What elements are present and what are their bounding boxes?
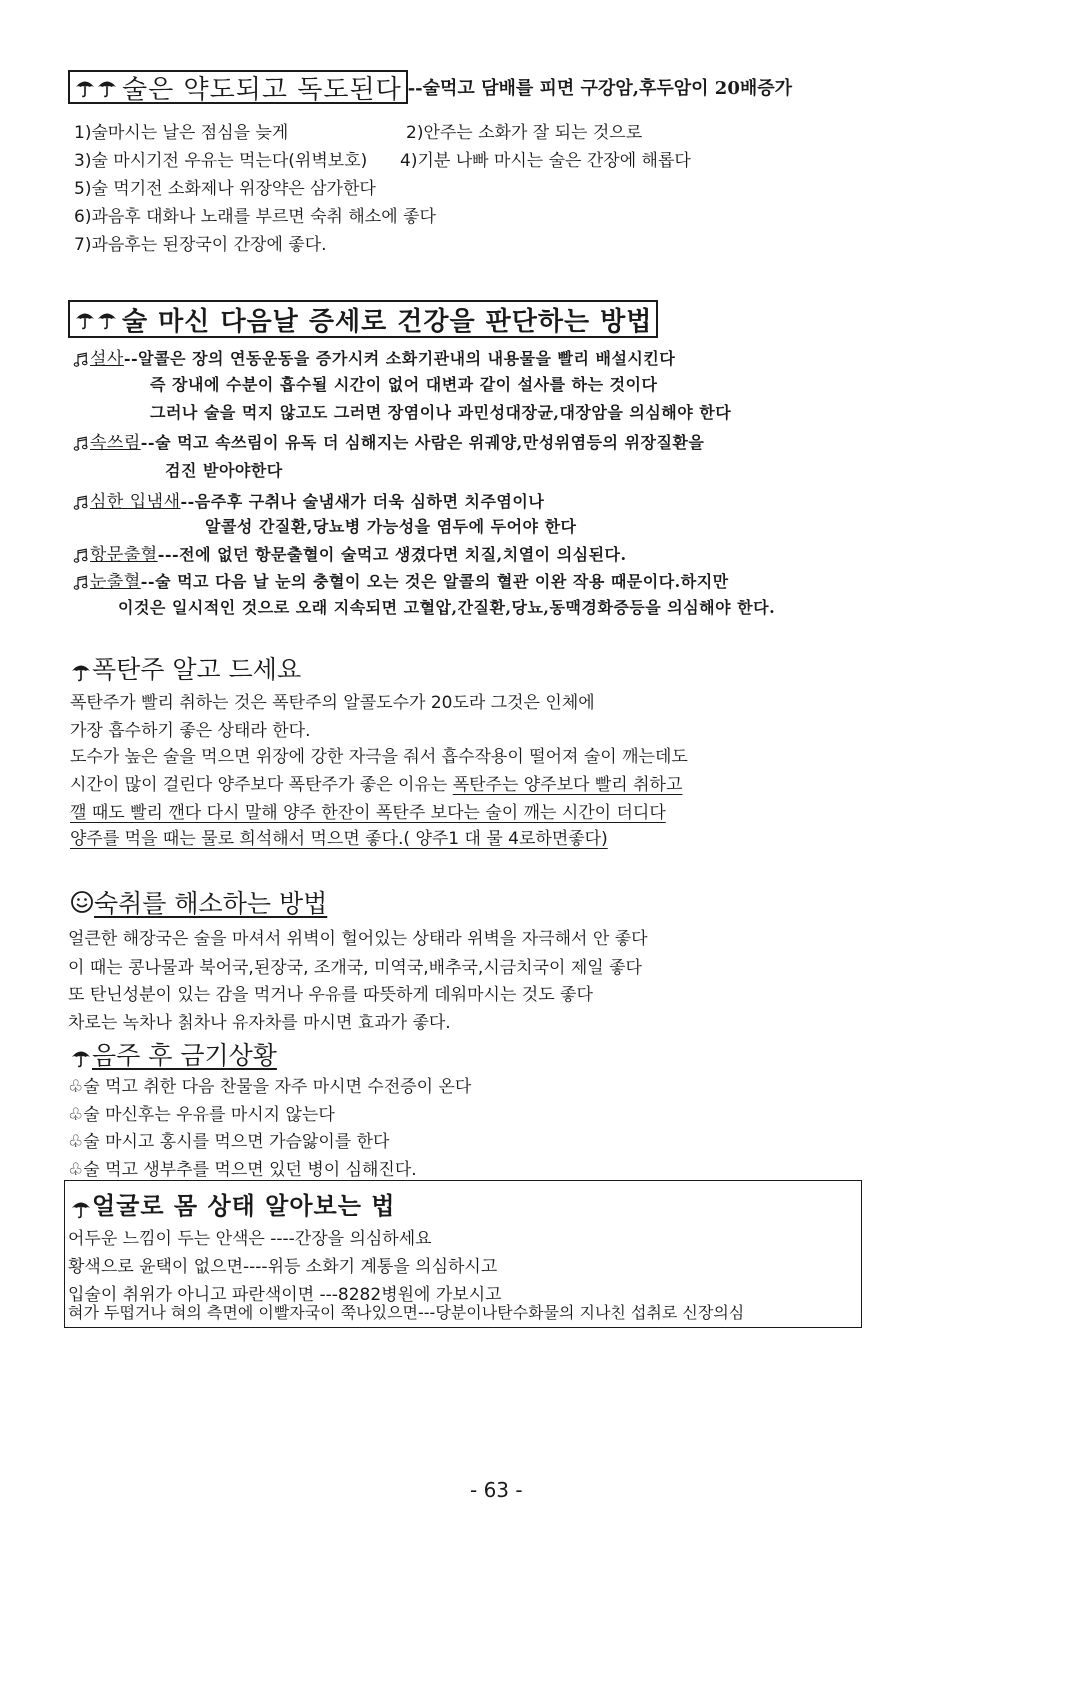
symptom-item <box>72 428 704 453</box>
list-item: ♧술 먹고 생부추를 먹으면 있던 병이 심해진다. <box>68 1160 417 1180</box>
section3-title: 폭탄주 알고 드세요 <box>92 655 302 684</box>
section1-note: --술먹고 담배를 피면 구강암,후두암이 20배증가 <box>407 78 793 99</box>
page-number: - 63 - <box>470 1478 523 1502</box>
section2-title-box <box>68 300 658 338</box>
section5-title: 음주 후 금기상황 <box>92 1041 277 1070</box>
section3-header <box>70 650 301 686</box>
section4-line: 얼큰한 해장국은 술을 마셔서 위벽이 헐어있는 상태라 위벽을 자극해서 안 좋다 <box>68 929 648 949</box>
clover-bullet-icon: ♧ <box>68 1105 84 1125</box>
symptom-more: 검진 받아야한다 <box>165 461 283 480</box>
tip-2: 2)안주는 소화가 잘 되는 것으로 <box>406 123 643 143</box>
section3-line: 도수가 높은 술을 먹으면 위장에 강한 자극을 줘서 흡수작용이 떨어져 술이 깨는데도 <box>70 747 688 767</box>
section4-title: 숙취를 해소하는 방법 <box>94 889 328 918</box>
symptom-item <box>72 344 675 369</box>
section6-line: 어두운 느낌이 두는 안색은 ----간장을 의심하세요 <box>68 1229 432 1249</box>
section3-line-underlined: 깰 때도 빨리 깬다 다시 말해 양주 한잔이 폭탄주 보다는 술이 깨는 시간이 더디다 <box>70 803 666 823</box>
symptom-item <box>72 540 627 565</box>
symptom-item <box>72 567 729 592</box>
clover-bullet-icon: ♧ <box>68 1132 84 1152</box>
umbrella-icon <box>70 660 92 682</box>
section6-line: 황색으로 윤택이 없으면----위등 소화기 계통을 의심하시고 <box>68 1257 498 1277</box>
note-icon <box>72 351 90 369</box>
section4-header <box>70 884 327 920</box>
symptom-text: --알콜은 장의 연동운동을 증가시켜 소화기관내의 내용물을 빨리 배설시킨다 <box>123 349 676 368</box>
section4-line: 차로는 녹차나 칡차나 유자차를 마시면 효과가 좋다. <box>68 1013 451 1033</box>
symptom-text: ---전에 없던 항문출혈이 술먹고 생겼다면 치질,치열이 의심된다. <box>157 545 627 564</box>
tip-1: 1)술마시는 날은 점심을 늦게 <box>74 123 289 143</box>
section6-header <box>70 1186 395 1221</box>
section3-line-part: 시간이 많이 걸린다 양주보다 폭탄주가 좋은 이유는 <box>70 775 453 795</box>
section1-title: 술은 약도되고 독도된다 <box>122 74 402 105</box>
symptom-label: 설사 <box>90 349 124 369</box>
section3-line-underlined: 양주를 먹을 때는 물로 희석해서 먹으면 좋다.( 양주1 대 물 4로하면좋다) <box>70 829 608 849</box>
section5-header <box>70 1036 277 1072</box>
umbrella-icon <box>74 76 96 98</box>
note-icon <box>72 547 90 565</box>
tip-7: 7)과음후는 된장국이 간장에 좋다. <box>74 235 327 255</box>
section3-line <box>70 770 682 795</box>
section6-line: 혀가 두떱거나 혀의 측면에 이빨자국이 쭉나있으면---당분이나탄수화물의 지나친 섭취로 신장의심 <box>68 1303 745 1322</box>
symptom-item <box>72 487 544 512</box>
list-item: ♧술 마시고 홍시를 먹으면 가슴앓이를 한다 <box>68 1132 390 1152</box>
symptom-text: --음주후 구취나 술냄새가 더욱 심하면 치주염이나 <box>180 492 545 511</box>
umbrella-icon <box>96 308 118 330</box>
note-icon <box>72 435 90 453</box>
list-item: ♧술 먹고 취한 다음 찬물을 자주 마시면 수전증이 온다 <box>68 1077 472 1097</box>
note-icon <box>72 494 90 512</box>
symptom-text: --술 먹고 속쓰림이 유독 더 심해지는 사람은 위궤양,만성위염등의 위장질환을 <box>140 433 705 452</box>
umbrella-icon <box>96 76 118 98</box>
section3-line-underlined: 폭탄주는 양주보다 빨리 취하고 <box>452 775 683 795</box>
clover-bullet-icon: ♧ <box>68 1077 84 1097</box>
section2-header <box>68 300 658 338</box>
note-icon <box>72 574 90 592</box>
clover-bullet-icon: ♧ <box>68 1160 84 1180</box>
section4-line: 이 때는 콩나물과 북어국,된장국, 조개국, 미역국,배추국,시금치국이 제일 좋다 <box>68 958 642 978</box>
section6-line: 입술이 취위가 아니고 파란색이면 ---8282병원에 가보시고 <box>68 1285 502 1305</box>
list-item: ♧술 마신후는 우유를 마시지 않는다 <box>68 1105 335 1125</box>
symptom-label: 속쓰림 <box>90 433 141 453</box>
section2-title: 술 마신 다음날 증세로 건강을 판단하는 방법 <box>122 306 653 337</box>
tip-4: 4)기분 나빠 마시는 술은 간장에 해롭다 <box>400 151 691 171</box>
symptom-label: 눈출혈 <box>90 572 141 592</box>
section4-line: 또 탄닌성분이 있는 감을 먹거나 우유를 따뜻하게 데워마시는 것도 좋다 <box>68 985 593 1005</box>
tip-6: 6)과음후 대화나 노래를 부르면 숙취 해소에 좋다 <box>74 207 436 227</box>
symptom-more: 알콜성 간질환,당뇨병 가능성을 염두에 두어야 한다 <box>205 517 577 536</box>
section1-title-box <box>68 70 408 104</box>
symptom-label: 심한 입냄새 <box>90 492 181 512</box>
symptom-more: 즉 장내에 수분이 흡수될 시간이 없어 대변과 같이 설사를 하는 것이다 <box>150 375 658 394</box>
umbrella-icon <box>74 308 96 330</box>
section3-line: 가장 흡수하기 좋은 상태라 한다. <box>70 721 311 741</box>
smiley-icon <box>70 890 94 920</box>
section1-header <box>68 70 792 104</box>
symptom-label: 항문출혈 <box>90 545 158 565</box>
symptom-more: 그러나 술을 먹지 않고도 그러면 장염이나 과민성대장균,대장암을 의심해야 한다 <box>150 403 732 422</box>
symptom-more: 이것은 일시적인 것으로 오래 지속되면 고혈압,간질환,당뇨,동맥경화증등을 의심해야 한다. <box>118 598 776 617</box>
umbrella-icon <box>70 1197 92 1219</box>
symptom-text: --술 먹고 다음 날 눈의 충혈이 오는 것은 알콜의 혈관 이완 작용 때문이다.하지만 <box>140 572 729 591</box>
tip-3: 3)술 마시기전 우유는 먹는다(위벽보호) <box>74 151 368 171</box>
umbrella-icon <box>70 1046 92 1068</box>
section6-title: 얼굴로 몸 상태 알아보는 법 <box>92 1191 396 1220</box>
section3-line: 폭탄주가 빨리 취하는 것은 폭탄주의 알콜도수가 20도라 그것은 인체에 <box>70 693 595 713</box>
tip-5: 5)술 먹기전 소화제나 위장약은 삼가한다 <box>74 179 376 199</box>
